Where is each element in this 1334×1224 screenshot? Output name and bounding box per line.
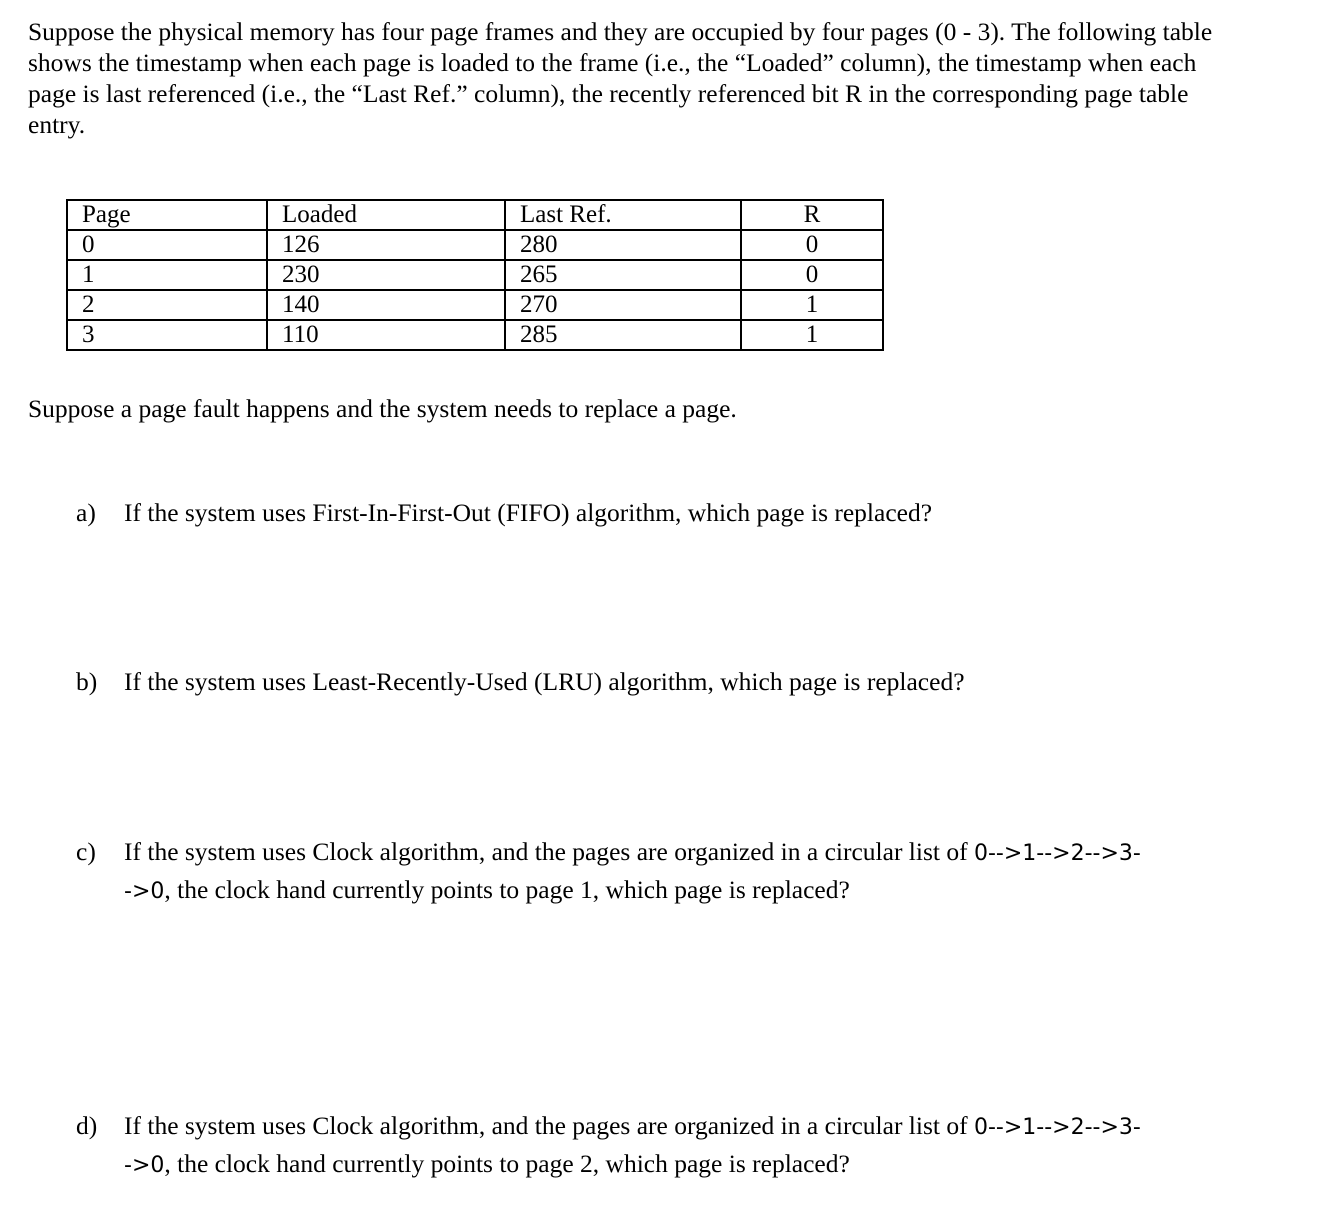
page-table (66, 199, 884, 351)
table-row (67, 260, 883, 290)
table-cell: 0 (741, 260, 883, 290)
header-cell-r: R (741, 200, 883, 230)
table-cell: 0 (741, 230, 883, 260)
question-c-text-cont: , the clock hand currently points to page 1, which page is replaced? (164, 875, 850, 904)
question-d-text: If the system uses Clock algorithm, and the pages are organized in a circular list of (124, 1111, 974, 1140)
table-cell: 140 (267, 290, 505, 320)
question-d-text-cont: , the clock hand currently points to page 2, which page is replaced? (164, 1149, 850, 1178)
question-b-text: If the system uses Least-Recently-Used (LRU) algorithm, which page is replaced? (124, 667, 965, 696)
table-row (67, 290, 883, 320)
header-cell-page: Page (67, 200, 267, 230)
table-cell: 270 (505, 290, 741, 320)
table-cell: 1 (67, 260, 267, 290)
question-a-text: If the system uses First-In-First-Out (FIFO) algorithm, which page is replaced? (124, 498, 933, 527)
table-cell: 3 (67, 320, 267, 350)
header-cell-last-ref: Last Ref. (505, 200, 741, 230)
question-b-label: b) (76, 667, 98, 696)
question-c-line-1 (124, 834, 1141, 872)
table-cell: 280 (505, 230, 741, 260)
header-cell-loaded: Loaded (267, 200, 505, 230)
question-d-circular-list: 0-->1-->2-->3- (973, 1115, 1141, 1140)
question-c-label: c) (76, 837, 96, 866)
question-d-line-2 (124, 1146, 1141, 1184)
table-cell: 0 (67, 230, 267, 260)
intro-line: entry. (28, 110, 86, 139)
question-d (76, 1108, 1141, 1184)
table-cell: 285 (505, 320, 741, 350)
table-cell: 265 (505, 260, 741, 290)
table-row (67, 230, 883, 260)
question-c-circular-list: 0-->1-->2-->3- (973, 841, 1141, 866)
question-c-circular-list-end: ->0 (124, 879, 165, 904)
intro-paragraph (28, 16, 1288, 140)
table-cell: 110 (267, 320, 505, 350)
question-c-text: If the system uses Clock algorithm, and the pages are organized in a circular list of (124, 837, 974, 866)
intro-line: page is last referenced (i.e., the “Last Ref.” column), the recently referenced bit R in the corresponding page table (28, 79, 1189, 108)
table-cell: 126 (267, 230, 505, 260)
table-cell: 2 (67, 290, 267, 320)
table-header-row (67, 200, 883, 230)
intro-line: shows the timestamp when each page is loaded to the frame (i.e., the “Loaded” column), the timestamp when each (28, 48, 1197, 77)
table-cell: 230 (267, 260, 505, 290)
question-c (76, 834, 1141, 910)
intro-line: Suppose the physical memory has four page frames and they are occupied by four pages (0 - 3). The following table (28, 17, 1213, 46)
table-cell: 1 (741, 320, 883, 350)
question-b (76, 664, 965, 700)
question-a-label: a) (76, 498, 96, 527)
question-d-line-1 (124, 1108, 1141, 1146)
page-fault-paragraph: Suppose a page fault happens and the system needs to replace a page. (28, 394, 737, 423)
question-a (76, 495, 932, 531)
table-row (67, 320, 883, 350)
question-d-label: d) (76, 1111, 98, 1140)
question-c-line-2 (124, 872, 1141, 910)
question-d-circular-list-end: ->0 (124, 1153, 165, 1178)
table-cell: 1 (741, 290, 883, 320)
